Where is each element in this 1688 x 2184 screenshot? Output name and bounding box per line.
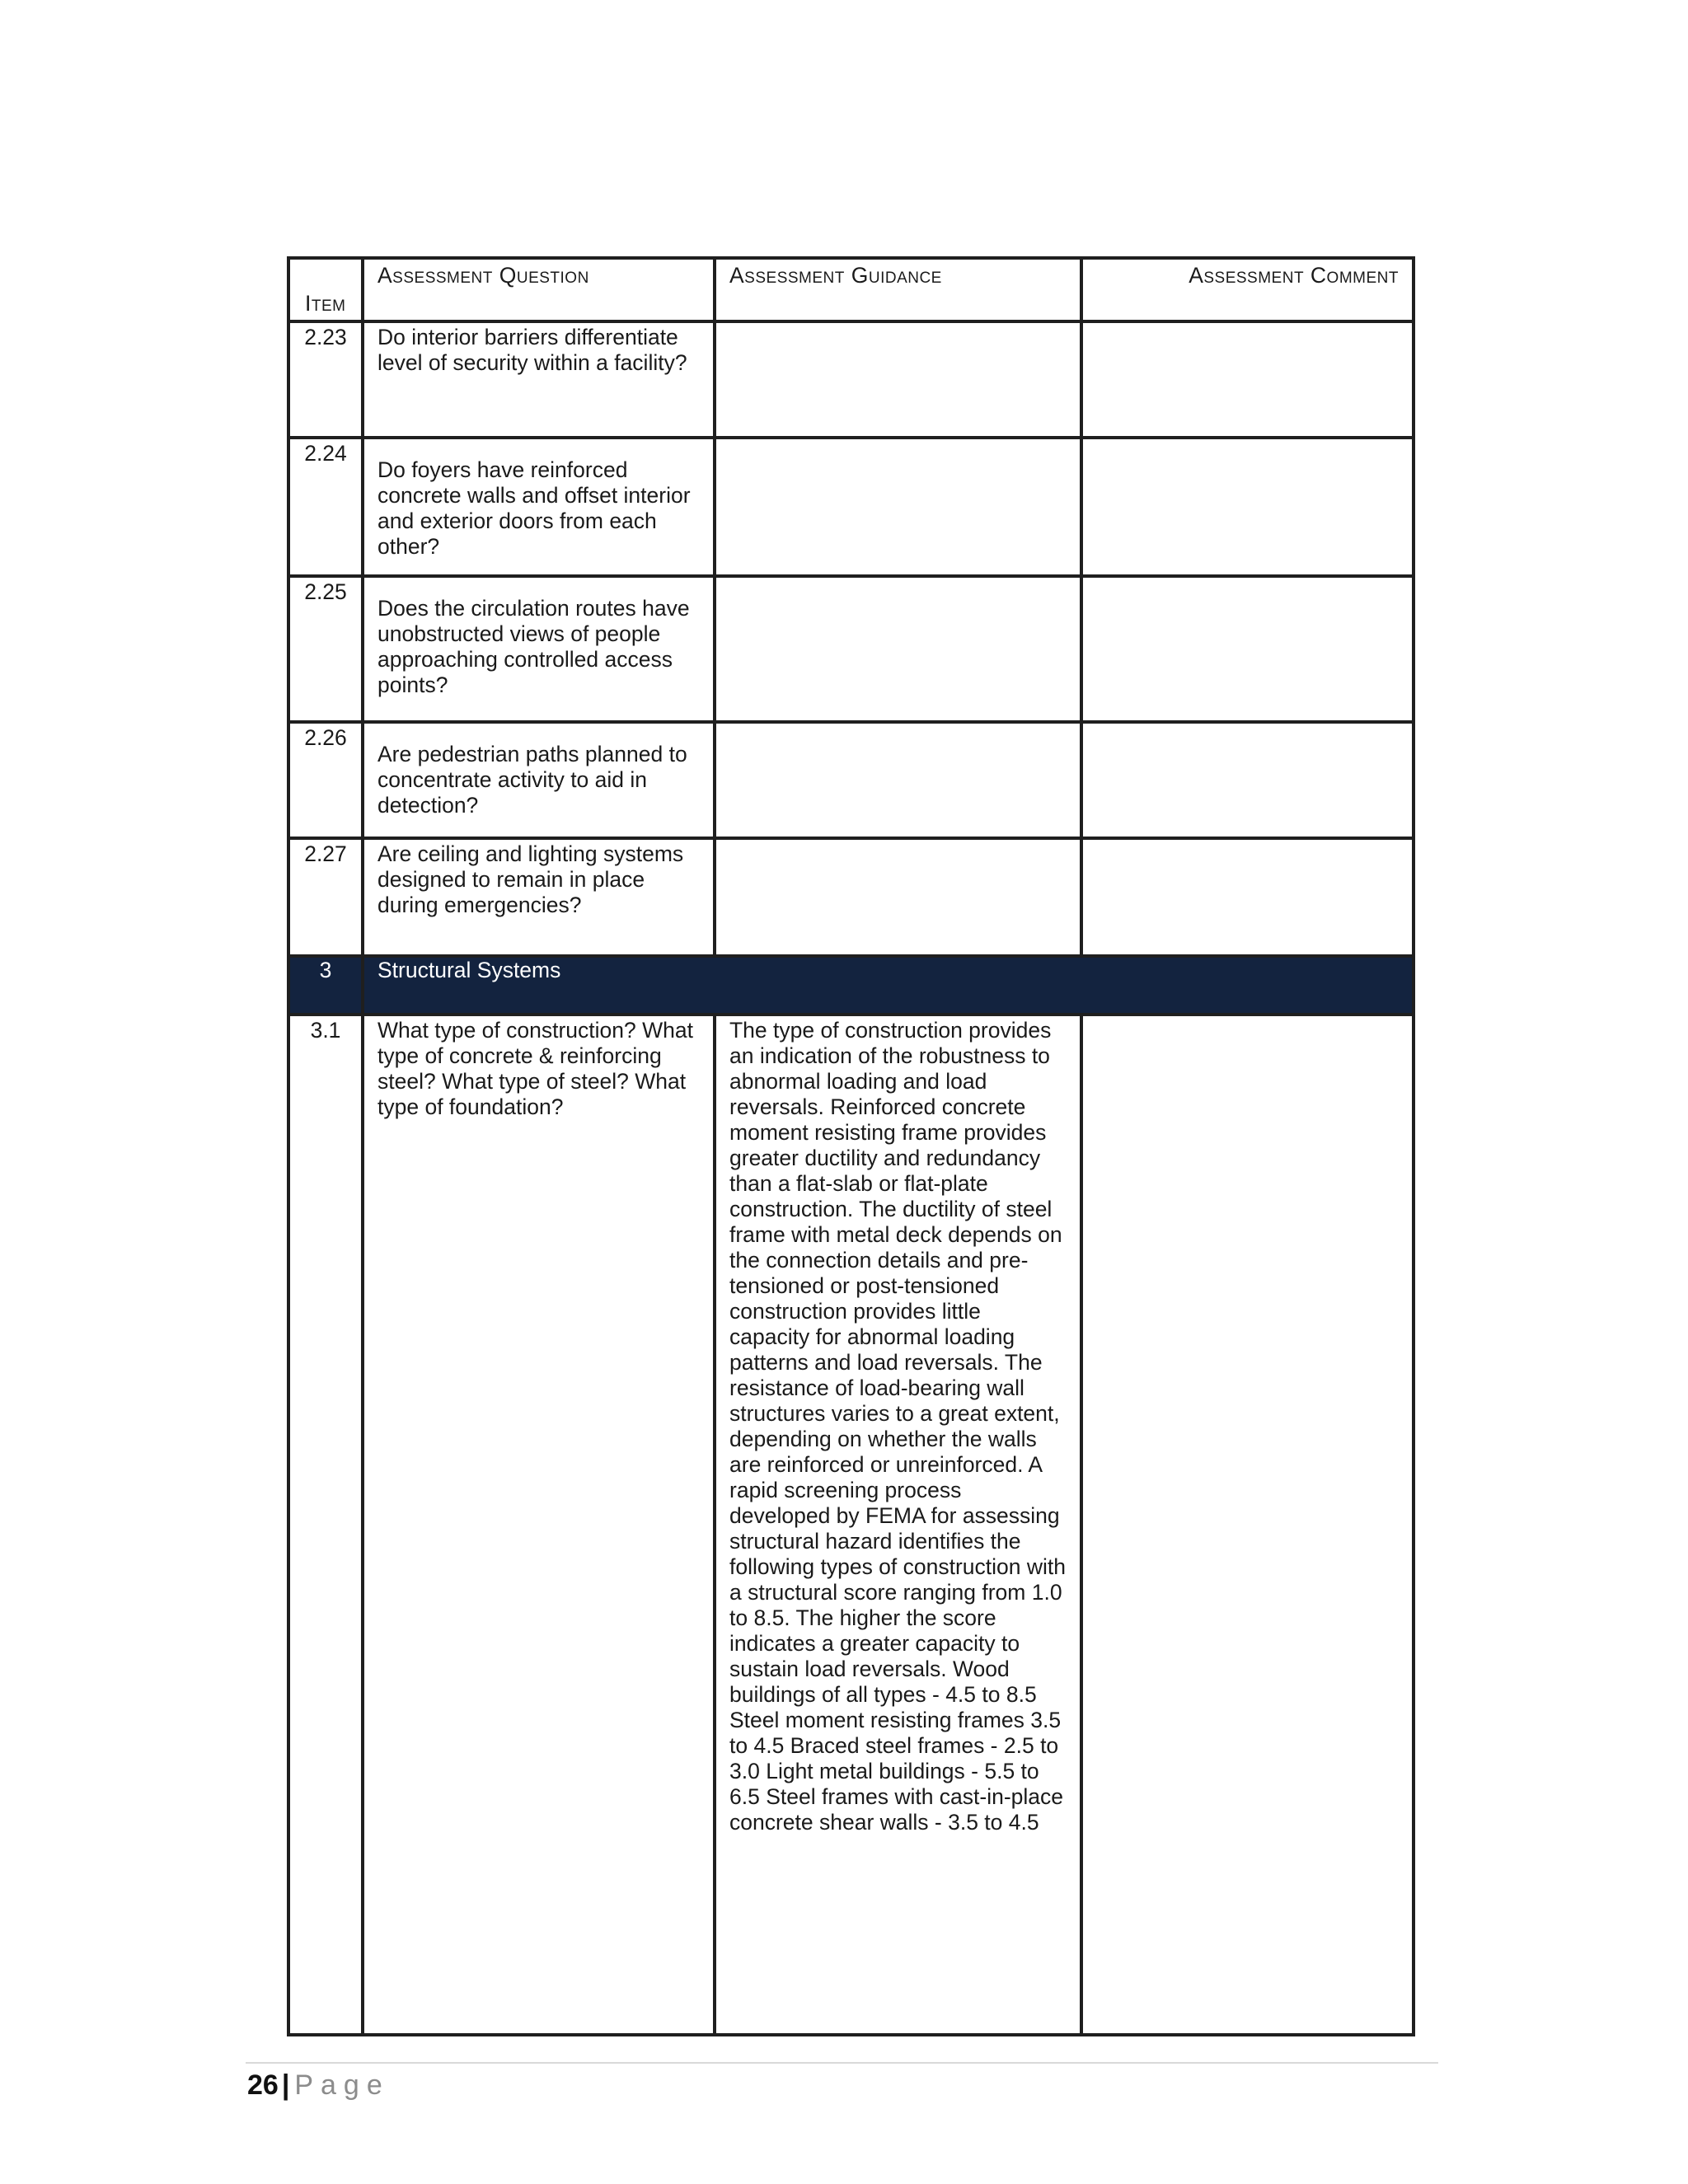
question-cell: Are ceiling and lighting systems designed to remain in place during emergencies? xyxy=(363,838,715,956)
table-row xyxy=(288,438,1414,576)
item-number: 2.23 xyxy=(288,321,363,438)
section-number: 3 xyxy=(288,956,363,1015)
section-header-row xyxy=(288,956,1414,1015)
item-number: 3.1 xyxy=(288,1015,363,2035)
table-row xyxy=(288,1015,1414,2035)
comment-cell xyxy=(1081,438,1414,576)
guidance-cell xyxy=(715,838,1081,956)
question-cell: Are pedestrian paths planned to concentrate activity to aid in detection? xyxy=(363,722,715,838)
assessment-table xyxy=(287,256,1415,2036)
item-number: 2.25 xyxy=(288,576,363,722)
item-number: 2.27 xyxy=(288,838,363,956)
comment-cell xyxy=(1081,576,1414,722)
guidance-cell xyxy=(715,722,1081,838)
header-question: Assessment Question xyxy=(363,258,715,321)
header-item: Item xyxy=(288,258,363,321)
header-comment: Assessment Comment xyxy=(1081,258,1414,321)
table-row xyxy=(288,722,1414,838)
question-cell: What type of construction? What type of concrete & reinforcing steel? What type of steel? What type of foundation? xyxy=(363,1015,715,2035)
footer-separator: | xyxy=(281,2069,290,2101)
guidance-cell: The type of construction provides an indication of the robustness to abnormal loading and load reversals. Reinforced concrete moment resisting frame provides greater ductility and redundancy than a flat-slab or flat-plate construction. The ductility of steel frame with metal deck depends on the connection details and pre-tensioned or post-tensioned construction provides little capacity for abnormal loading patterns and load reversals. The resistance of load-bearing wall structures varies to a great extent, depending on whether the walls are reinforced or unreinforced. A rapid screening process developed by FEMA for assessing structural hazard identifies the following types of construction with a structural score ranging from 1.0 to 8.5. The higher the score indicates a greater capacity to sustain load reversals. Wood buildings of all types - 4.5 to 8.5 Steel moment resisting frames 3.5 to 4.5 Braced steel frames - 2.5 to 3.0 Light metal buildings - 5.5 to 6.5 Steel frames with cast-in-place concrete shear walls - 3.5 to 4.5 xyxy=(715,1015,1081,2035)
comment-cell xyxy=(1081,838,1414,956)
question-cell: Do interior barriers differentiate level of security within a facility? xyxy=(363,321,715,438)
guidance-cell xyxy=(715,321,1081,438)
footer-divider xyxy=(246,2062,1438,2064)
comment-cell xyxy=(1081,1015,1414,2035)
table-header-row xyxy=(288,258,1414,321)
question-cell: Does the circulation routes have unobstructed views of people approaching controlled access points? xyxy=(363,576,715,722)
page-footer xyxy=(247,2069,390,2102)
table-row xyxy=(288,838,1414,956)
table-row xyxy=(288,576,1414,722)
page-label: Page xyxy=(294,2069,390,2101)
section-title: Structural Systems xyxy=(363,956,1414,1015)
item-number: 2.24 xyxy=(288,438,363,576)
question-cell: Do foyers have reinforced concrete walls and offset interior and exterior doors from each other? xyxy=(363,438,715,576)
table-row xyxy=(288,321,1414,438)
item-number: 2.26 xyxy=(288,722,363,838)
comment-cell xyxy=(1081,722,1414,838)
guidance-cell xyxy=(715,576,1081,722)
header-guidance: Assessment Guidance xyxy=(715,258,1081,321)
page-number: 26 xyxy=(247,2069,279,2101)
comment-cell xyxy=(1081,321,1414,438)
guidance-cell xyxy=(715,438,1081,576)
